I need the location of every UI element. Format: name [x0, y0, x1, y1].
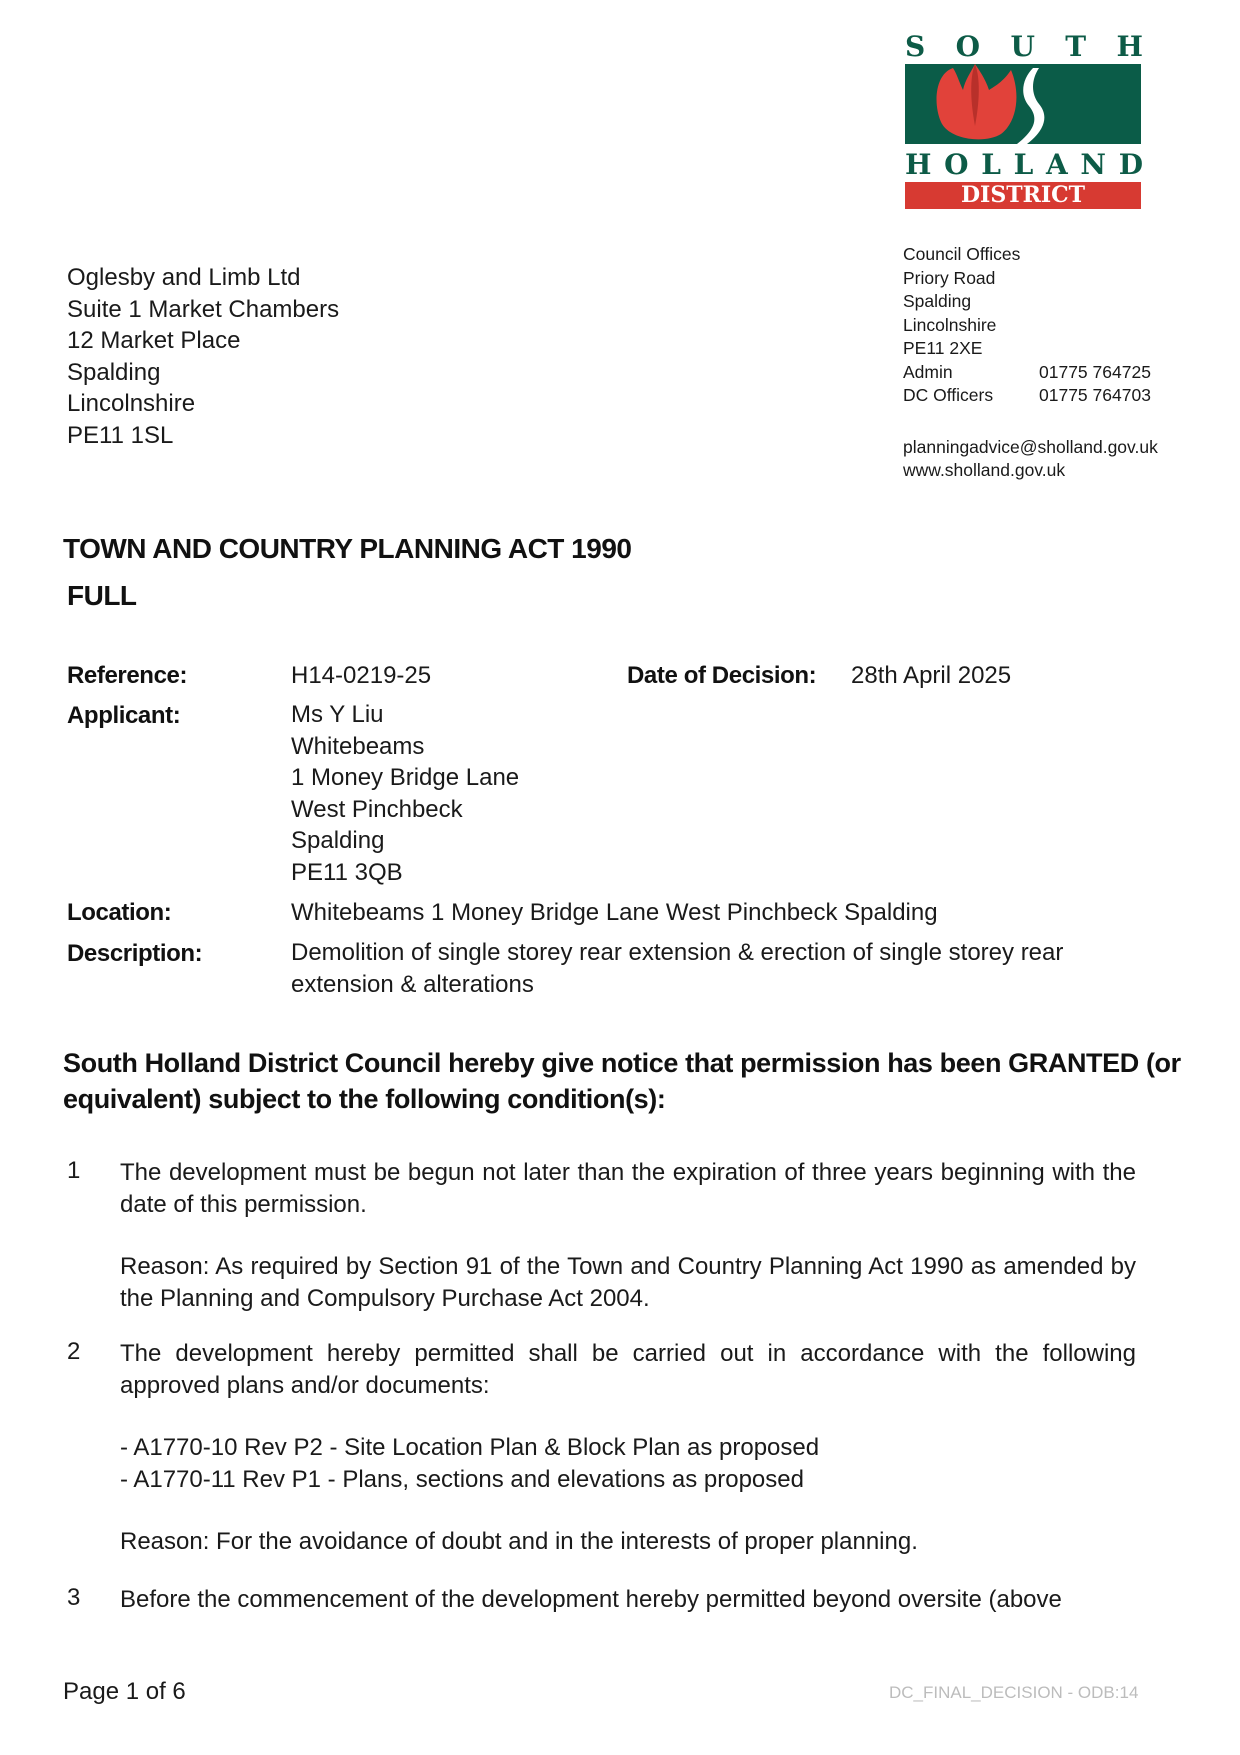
address-line: Lincolnshire: [67, 390, 196, 417]
document-code: DC_FINAL_DECISION - ODB:14: [889, 1683, 1139, 1702]
decision-notice: South Holland District Council hereby give notice that permission has been GRANTED (or equivalent) subject to the following condition(s):: [63, 1048, 1181, 1114]
condition-number: 3: [67, 1584, 81, 1611]
tulip-icon: [905, 64, 1141, 144]
act-title: TOWN AND COUNTRY PLANNING ACT 1990: [63, 533, 632, 564]
page-number: Page 1 of 6: [63, 1678, 186, 1705]
phone-number: 01775 764703: [1039, 385, 1151, 405]
plan-item: - A1770-11 Rev P1 - Plans, sections and elevations as proposed: [120, 1465, 804, 1493]
applicant-label: Applicant:: [67, 702, 181, 729]
address-line: Oglesby and Limb Ltd: [67, 264, 301, 291]
applicant-line: West Pinchbeck: [291, 795, 463, 823]
condition-reason: Reason: For the avoidance of doubt and in the interests of proper planning.: [120, 1528, 918, 1555]
address-line: 12 Market Place: [67, 327, 241, 354]
logo-south-word: [905, 30, 1143, 63]
logo-letter: H: [905, 148, 932, 181]
plan-item: - A1770-10 Rev P2 - Site Location Plan & Block Plan as proposed: [120, 1434, 820, 1461]
condition-number: 1: [67, 1157, 81, 1184]
applicant-address: [291, 699, 519, 888]
phone-row-dc-officers: [903, 384, 1158, 408]
address-line: PE11 1SL: [67, 421, 174, 449]
logo-letter: D: [1118, 148, 1143, 181]
condition-number: 2: [67, 1338, 81, 1365]
location-label: Location:: [67, 899, 172, 926]
condition-1: [120, 1157, 1136, 1314]
logo-letter: A: [1045, 148, 1068, 181]
logo-district-council: DISTRICT COUNCIL: [905, 182, 1141, 209]
applicant-line: PE11 3QB: [291, 858, 403, 886]
logo-letter: O: [955, 30, 981, 63]
description-label: Description:: [67, 940, 203, 967]
condition-text: The development must be begun not later than the expiration of three years beginning with the date of this permission.: [120, 1159, 1136, 1218]
logo-letter: H: [1116, 30, 1143, 63]
logo-letter: O: [944, 148, 969, 181]
logo-letter: S: [905, 30, 926, 63]
applicant-line: Ms Y Liu: [291, 701, 384, 728]
condition-text: The development hereby permitted shall be carried out in accordance with the following approved plans and/or documents:: [120, 1340, 1136, 1399]
logo-letter: U: [1010, 30, 1035, 63]
reference-label: Reference:: [67, 662, 188, 689]
address-line: Spalding: [67, 358, 161, 386]
applicant-line: Whitebeams: [291, 732, 425, 760]
description-value: Demolition of single storey rear extension & erection of single storey rear extension & alterations: [291, 939, 1064, 998]
location-value: Whitebeams 1 Money Bridge Lane West Pinchbeck Spalding: [291, 899, 938, 926]
phone-number: 01775 764725: [1039, 361, 1151, 382]
council-address-line: Lincolnshire: [903, 314, 997, 335]
phone-row-admin: [903, 361, 1158, 385]
condition-text: Before the commencement of the development hereby permitted beyond oversite (above: [120, 1586, 1062, 1613]
council-website[interactable]: www.sholland.gov.uk: [903, 460, 1066, 480]
council-address-line: Spalding: [903, 291, 972, 311]
council-address-line: PE11 2XE: [903, 338, 983, 358]
council-address-line: Priory Road: [903, 267, 996, 288]
council-contact: [903, 243, 1158, 483]
reference-value: H14-0219-25: [291, 662, 432, 689]
phone-label: Admin: [903, 361, 953, 382]
logo-letter: N: [1080, 148, 1106, 181]
condition-3: [120, 1584, 1136, 1616]
logo-letter: L: [981, 148, 1001, 181]
applicant-line: Spalding: [291, 827, 385, 854]
application-type: FULL: [67, 580, 137, 611]
recipient-address: [67, 262, 339, 451]
phone-label: DC Officers: [903, 385, 994, 405]
logo-letter: L: [1013, 148, 1034, 181]
council-address-line: Council Offices: [903, 244, 1021, 264]
logo-tulip-band: [905, 64, 1141, 144]
logo-letter: T: [1065, 30, 1087, 63]
decision-date-label: Date of Decision:: [627, 662, 817, 689]
decision-date-value: 28th April 2025: [851, 662, 1012, 689]
address-line: Suite 1 Market Chambers: [67, 295, 340, 323]
condition-2: [120, 1338, 1136, 1558]
council-email[interactable]: planningadvice@sholland.gov.uk: [903, 436, 1158, 457]
council-logo: [905, 30, 1143, 235]
applicant-line: 1 Money Bridge Lane: [291, 764, 520, 791]
logo-holland-word: [905, 148, 1143, 181]
condition-reason: Reason: As required by Section 91 of the Town and Country Planning Act 1990 as amended by the Planning and Compulsory Purchase Act 2004.: [120, 1253, 1136, 1312]
